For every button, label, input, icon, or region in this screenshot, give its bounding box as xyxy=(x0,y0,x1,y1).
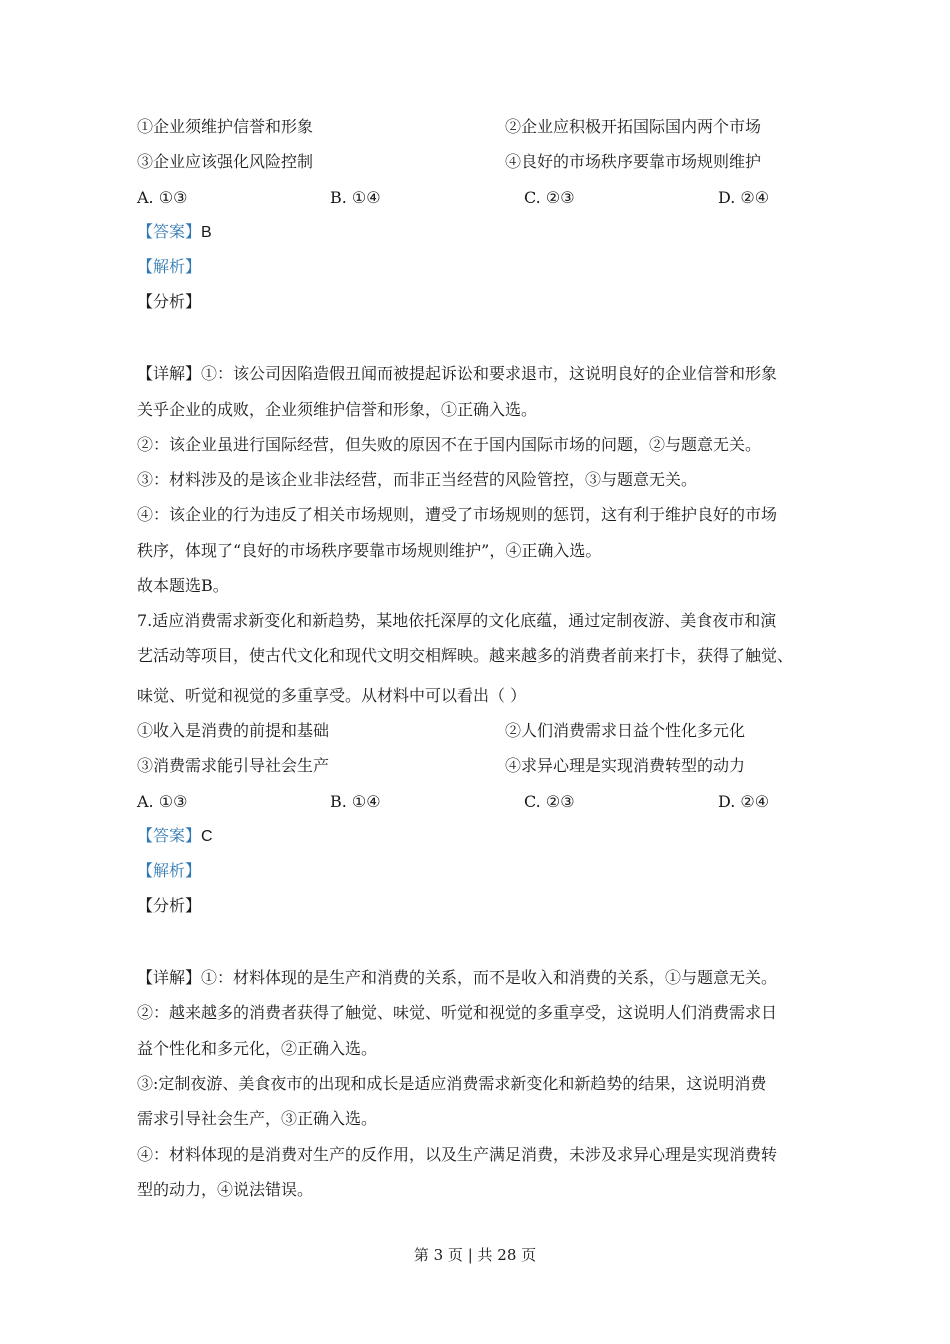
q7-analysis-tag: 【解析】 xyxy=(137,861,202,880)
q6-fenxi-tag: 【分析】 xyxy=(137,292,202,311)
q7-option-3: ③消费需求能引导社会生产 xyxy=(137,756,330,775)
q6-option-1: ①企业须维护信誉和形象 xyxy=(137,117,314,136)
q7-detail-line-5: 需求引导社会生产，③正确入选。 xyxy=(137,1109,378,1128)
q6-choice-d: D. ②④ xyxy=(718,188,770,207)
q7-choice-d: D. ②④ xyxy=(718,792,770,811)
q7-detail-line-1 xyxy=(137,968,777,988)
q6-option-row-1 xyxy=(137,117,762,137)
q7-choice-b: B. ①④ xyxy=(330,792,381,811)
q6-option-row-2 xyxy=(137,152,762,172)
q7-detail-line-3: 益个性化和多元化，②正确入选。 xyxy=(137,1039,378,1058)
q6-answer-tag: 【答案】 xyxy=(137,222,202,241)
q6-choice-c: C. ②③ xyxy=(524,188,575,207)
q7-detail-line-2: ②：越来越多的消费者获得了触觉、味觉、听觉和视觉的多重享受，这说明人们消费需求日 xyxy=(137,1003,778,1022)
q6-detail-line-1 xyxy=(137,364,777,384)
q6-detail-line-7: 故本题选B。 xyxy=(137,576,229,595)
q6-detail-line-3: ②：该企业虽进行国际经营，但失败的原因不在于国内国际市场的问题，②与题意无关。 xyxy=(137,435,762,454)
q6-choice-b: B. ①④ xyxy=(330,188,381,207)
page-footer: 第 3 页 | 共 28 页 xyxy=(413,1246,537,1264)
q6-detail-tag: 【详解】 xyxy=(137,364,202,383)
q6-choice-a: A. ①③ xyxy=(137,188,188,207)
q7-detail-tag: 【详解】 xyxy=(137,968,202,987)
q6-option-2: ②企业应积极开拓国际国内两个市场 xyxy=(505,117,762,136)
q7-option-row-1 xyxy=(137,721,746,741)
q7-option-1: ①收入是消费的前提和基础 xyxy=(137,721,330,740)
q6-analysis-tag: 【解析】 xyxy=(137,257,202,276)
q7-option-row-2 xyxy=(137,756,746,776)
q6-detail-line-5: ④：该企业的行为违反了相关市场规则，遭受了市场规则的惩罚，这有利于维护良好的市场 xyxy=(137,505,778,524)
q6-detail-line-4: ③：材料涉及的是该企业非法经营，而非正当经营的风险管控，③与题意无关。 xyxy=(137,470,698,489)
q7-detail-line-4: ③:定制夜游、美食夜市的出现和成长是适应消费需求新变化和新趋势的结果，这说明消费 xyxy=(137,1074,767,1093)
q7-stem-line-1: 7.适应消费需求新变化和新趋势，某地依托深厚的文化底蕴，通过定制夜游、美食夜市和演 xyxy=(137,611,777,630)
q7-fenxi-tag: 【分析】 xyxy=(137,896,202,915)
q7-answer-value: C xyxy=(201,828,213,845)
q7-detail-line-7: 型的动力，④说法错误。 xyxy=(137,1180,314,1199)
q6-detail-text-1: ①：该公司因陷造假丑闻而被提起诉讼和要求退市，这说明良好的企业信誉和形象 xyxy=(201,364,778,383)
q7-choice-c: C. ②③ xyxy=(524,792,575,811)
q7-stem-line-2: 艺活动等项目，使古代文化和现代文明交相辉映。越来越多的消费者前来打卡，获得了触觉、 xyxy=(137,646,794,665)
q6-detail-line-6: 秩序，体现了“良好的市场秩序要靠市场规则维护”，④正确入选。 xyxy=(137,541,602,560)
q7-detail-line-6: ④：材料体现的是消费对生产的反作用，以及生产满足消费，未涉及求异心理是实现消费转 xyxy=(137,1145,778,1164)
q6-answer xyxy=(137,222,212,243)
q7-stem-line-3: 味觉、听觉和视觉的多重享受。从材料中可以看出（ ） xyxy=(137,686,527,705)
q6-answer-value: B xyxy=(201,224,212,241)
q7-answer-tag: 【答案】 xyxy=(137,826,202,845)
q7-answer xyxy=(137,826,213,847)
q6-detail-line-2: 关乎企业的成败，企业须维护信誉和形象，①正确入选。 xyxy=(137,400,538,419)
q7-choice-a: A. ①③ xyxy=(137,792,188,811)
q6-option-3: ③企业应该强化风险控制 xyxy=(137,152,314,171)
q7-option-2: ②人们消费需求日益个性化多元化 xyxy=(505,721,746,740)
q7-option-4: ④求异心理是实现消费转型的动力 xyxy=(505,756,746,775)
q6-option-4: ④良好的市场秩序要靠市场规则维护 xyxy=(505,152,762,171)
q7-detail-text-1: ①：材料体现的是生产和消费的关系，而不是收入和消费的关系，①与题意无关。 xyxy=(201,968,778,987)
